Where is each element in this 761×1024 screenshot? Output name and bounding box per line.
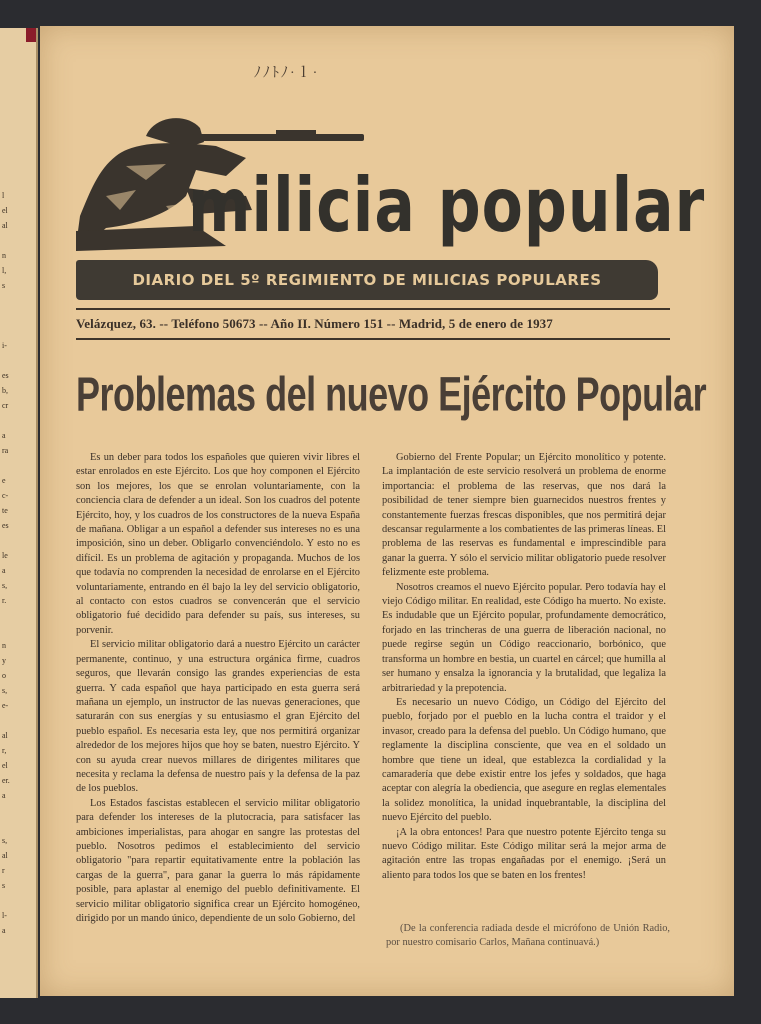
article-column-left: [76, 451, 360, 926]
masthead-stamp-mark: ﾉﾉﾄﾉ·ｌ·: [254, 66, 320, 81]
previous-page-edge: [0, 28, 38, 998]
newspaper-page: [40, 26, 734, 996]
article-paragraph: ¡A la obra entonces! Para que nuestro potente Ejército tenga su nuevo Código militar. Este Código militar será la mejor arma de agitación entre las tropas engañadas por el enemigo. ¡Será un aliento para todos los que se baten en los frentes!: [382, 826, 666, 881]
previous-page-text-fragments: l el al n l, s i- es b, cr a ra e c- te es le a s, r. n y o s, e- al r, el er. a s, al r s l- a: [2, 191, 10, 935]
issue-info-line: Velázquez, 63. -- Teléfono 50673 -- Año II. Número 151 -- Madrid, 5 de enero de 1937: [76, 316, 553, 331]
article-paragraph: Nosotros creamos el nuevo Ejército popular. Pero todavía hay el viejo Código militar. En realidad, este Código ha muerto. No existe. Es indudable que un Ejército popular, profundamente democrático, forjado en las trincheras de una guerra de liberación nacional, no puede regirse según un Código reaccionario, borbónico, que transforma un hombre en bestia, un cuartel en cárcel; que humilla al ser humano y ensalza la ignorancia y la brutalidad, que legaliza la arbitrariedad y la prepotencia.: [382, 581, 666, 694]
article-paragraph: Gobierno del Frente Popular; un Ejército monolítico y potente. La implantación de este servicio resolverá un problema de enorme importancia: el problema de las reservas, que nos dará la posibilidad de tener siempre bien guarnecidos nuestros frentes y constantemente fuerzas frescas disponibles, que nos permitirá dejar descansar regularmente a los combatientes de las primeras líneas. El problema de las reservas es fundamental e imprescindible para ganar la guerra. Y sólo el servicio militar obligatorio puede resolver felizmente este problema.: [382, 452, 666, 579]
article-paragraph: Es necesario un nuevo Código, un Código del Ejército del pueblo, forjado por el pueblo en la lucha contra el traidor y el invasor, creado para la defensa del pueblo. Un Código humano, que reglamente la disciplina consciente, que vea en el soldado un hombre que tiene un ideal, que establezca la cordialidad y la camaradería que debe existir entre los jefes y soldados, que haga aceptar con alegría la obediencia, que asegure en reglas elementales la solidez monolítica, la unidad inquebrantable, la disciplina del nuevo Ejército del pueblo.: [382, 696, 666, 824]
article-credit: (De la conferencia radiada desde el micrófono de Unión Radio, por nuestro comisario Carlos, Mañana continuavá.): [386, 923, 670, 949]
article-paragraph: Los Estados fascistas establecen el servicio militar obligatorio para defender los intereses de la plutocracia, para satisfacer las ambiciones imperialistas, para ahogar en sangre las protestas del pueblo. Nosotros pedimos el establecimiento del servicio obligatorio "para repartir equitativamente entre la población las cargas de la guerra", para ganar la guerra lo más rápidamente posible, para aplastar al enemigo del pueblo definitivamente. El servicio militar obligatorio significa crear un Ejército homogéneo, dirigido por un mando único, dependiente de un solo Gobierno, del: [76, 797, 360, 924]
article-column-right: [382, 451, 666, 883]
info-rule-bottom: [76, 338, 670, 340]
article-headline: Problemas del nuevo Ejército Popular: [76, 366, 707, 422]
article-paragraph: Es un deber para todos los españoles que quieren vivir libres el estar enrolados en este Ejército. Los que hoy componen el Ejército son los mejores, los que se enrolan voluntariamente, con la conciencia clara de defender a un ideal. Son los cuadros del potente Ejército, hoy, y los cuadros de los constructores de la nueva España de mañana. Obligar a un español a defender sus intereses no es una imposición, sino un deber. Obligarlo convenciéndolo. Y esto no es difícil. Es un problema de agitación y propaganda. Muchos de los que todavía no comprenden la necesidad de enrolarse en el Ejército voluntariamente, entrando en él bajo la ley del servicio obligatorio, al contacto con estos cuadros se convencerán que el servicio obligatorio fué decidido para defender su país, sus intereses, su porvenir.: [76, 452, 360, 636]
newspaper-logo: milicia popular: [188, 162, 706, 250]
newspaper-subtitle: DIARIO DEL 5º REGIMIENTO DE MILICIAS POPULARES: [132, 271, 602, 289]
article-paragraph: El servicio militar obligatorio dará a nuestro Ejército un carácter permanente, continuo, y una estructura orgánica firme, cuadros seguros, que llevarán consigo las grandes experiencias de esta guerra. Y cada español que haya participado en esta guerra será mañana un ejemplo, un instructor de las nuevas generaciones, que saturarán con sus energías y su entusiasmo el gran Ejército del pueblo español. Es necesaria esta ley, que nos permitirá organizar alrededor de los mejores hijos que hoy se baten, nuestro Ejército. Y con su ayuda crear nuevos millares de dirigentes militares que necesita y reclama la defensa de nuestro país y la defensa de la paz de los pueblos.: [76, 639, 360, 795]
subtitle-banner: [76, 260, 658, 300]
info-rule-top: [76, 308, 670, 310]
bookmark-tab: [26, 28, 38, 42]
